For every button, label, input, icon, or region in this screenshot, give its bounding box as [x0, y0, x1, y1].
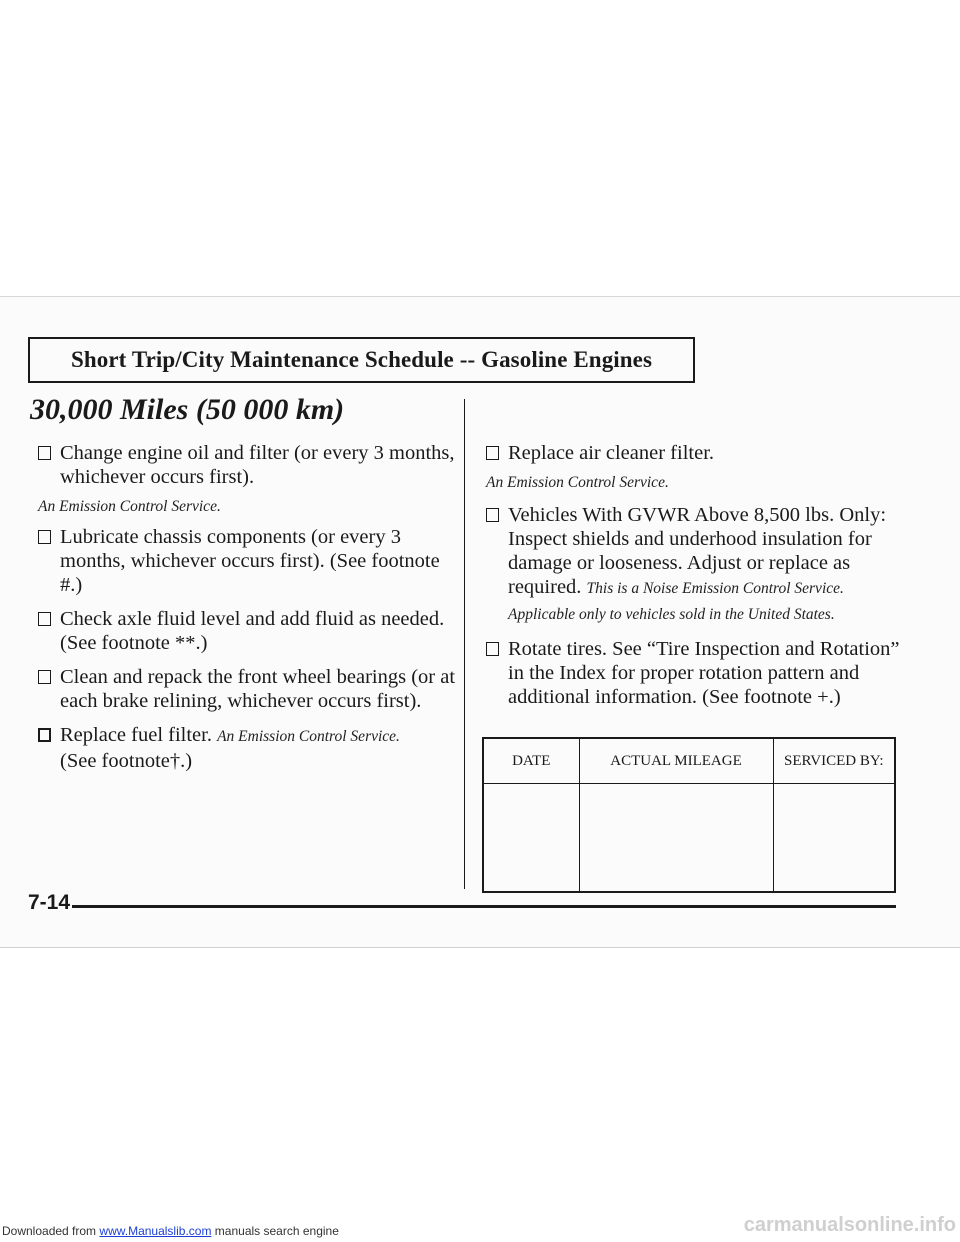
- checklist-item: [38, 607, 456, 655]
- date-header: DATE: [483, 738, 579, 784]
- noise-emission-note: This is a Noise Emission Control Service. Applicable only to vehicles sold in the United States.: [508, 580, 844, 623]
- checklist-item-text: Replace air cleaner filter.: [508, 442, 715, 464]
- serviced-by-header: SERVICED BY:: [773, 738, 895, 784]
- right-column: [486, 441, 906, 709]
- download-watermark: [2, 1224, 339, 1238]
- checklist-item-text: Clean and repack the front wheel bearings (or at each brake relining, whichever occurs first).: [60, 666, 456, 712]
- date-cell[interactable]: [483, 784, 579, 893]
- emission-note: An Emission Control Service.: [217, 728, 400, 745]
- checklist-item: [486, 441, 906, 465]
- watermark-suffix: manuals search engine: [214, 1224, 339, 1238]
- service-log-entry-row: [483, 784, 895, 893]
- checklist-item-text: Vehicles With GVWR Above 8,500 lbs. Only: Inspect shields and underhood insulation for damage or looseness. Adjust or replace as required.: [508, 504, 887, 598]
- checkbox-icon[interactable]: [486, 508, 499, 522]
- checklist-item-footnote: (See footnote†.): [60, 750, 193, 772]
- checkbox-icon[interactable]: [486, 446, 499, 460]
- footer-rule: [72, 905, 896, 908]
- checkbox-icon[interactable]: [38, 530, 51, 544]
- checklist-item: [486, 637, 906, 709]
- checklist-item: [38, 723, 456, 773]
- mileage-cell[interactable]: [579, 784, 773, 893]
- checkbox-icon[interactable]: [486, 642, 499, 656]
- column-divider: [464, 399, 465, 889]
- checkbox-icon[interactable]: [38, 612, 51, 626]
- emission-note: An Emission Control Service.: [38, 498, 221, 515]
- service-log-table: [482, 737, 896, 893]
- checklist-item: [486, 503, 906, 627]
- section-heading: 30,000 Miles (50 000 km): [30, 393, 345, 426]
- checkbox-icon[interactable]: [38, 728, 51, 742]
- emission-note: An Emission Control Service.: [486, 474, 669, 491]
- site-watermark: carmanualsonline.info: [743, 1214, 956, 1236]
- service-log-header-row: [483, 738, 895, 784]
- manualslib-link[interactable]: www.Manualslib.com: [99, 1224, 212, 1238]
- actual-mileage-header: ACTUAL MILEAGE: [579, 738, 773, 784]
- serviced-by-cell[interactable]: [773, 784, 895, 893]
- page-title: [28, 337, 695, 383]
- checklist-item-text: Replace fuel filter.: [60, 724, 212, 746]
- checklist-item-text: Change engine oil and filter (or every 3 months, whichever occurs first).: [60, 442, 455, 488]
- checklist-item: [38, 525, 456, 597]
- watermark-prefix: Downloaded from: [2, 1224, 97, 1238]
- checklist-item: [38, 441, 456, 489]
- manual-page: [0, 296, 960, 948]
- checklist-item-text: Check axle fluid level and add fluid as needed. (See footnote **.): [60, 608, 445, 654]
- checklist-item: [38, 665, 456, 713]
- page-title-text: Short Trip/City Maintenance Schedule -- Gasoline Engines: [70, 347, 653, 372]
- checkbox-icon[interactable]: [38, 670, 51, 684]
- page-number: 7-14: [28, 891, 71, 914]
- checklist-item-text: Lubricate chassis components (or every 3 months, whichever occurs first). (See footnote #.): [60, 526, 440, 596]
- checkbox-icon[interactable]: [38, 446, 51, 460]
- checklist-item-text: Rotate tires. See “Tire Inspection and Rotation” in the Index for proper rotation pattern and additional information. (See footnote +.): [508, 638, 900, 708]
- left-column: [38, 441, 456, 773]
